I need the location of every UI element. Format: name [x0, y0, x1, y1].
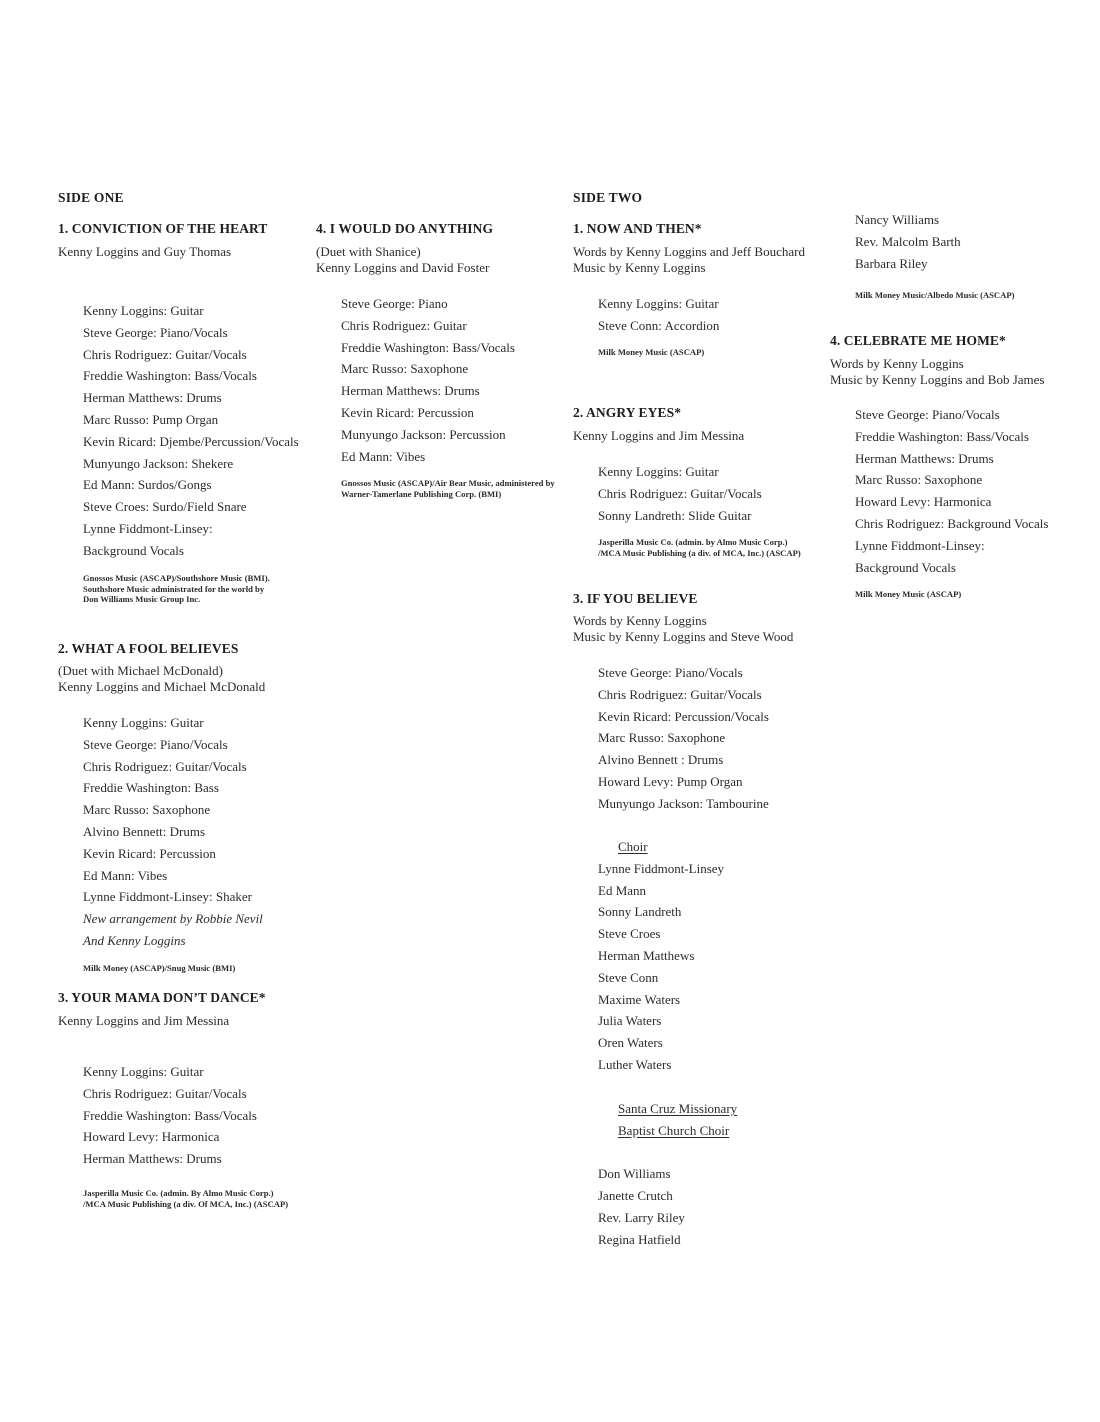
list-item: Howard Levy: Harmonica — [83, 1129, 220, 1145]
publishing-line: Jasperilla Music Co. (admin. By Almo Music Corp.) — [83, 1188, 274, 1198]
list-item: Lynne Fiddmont-Linsey: Shaker — [83, 889, 252, 905]
list-item: Chris Rodriguez: Guitar/Vocals — [83, 758, 247, 774]
list-item: Kenny Loggins: Guitar — [83, 715, 204, 730]
list-item: Marc Russo: Saxophone — [855, 472, 983, 488]
publishing-note — [341, 478, 555, 499]
list-item: Sonny Landreth: Slide Guitar — [598, 507, 752, 523]
list-item: Background Vocals — [855, 559, 956, 575]
track-credit: Words by Kenny Loggins and Jeff Bouchard — [573, 244, 805, 259]
list-item: Chris Rodriguez: Background Vocals — [855, 515, 1049, 531]
list-item: Chris Rodriguez: Guitar — [341, 317, 467, 333]
track-credit: (Duet with Shanice) — [316, 244, 421, 259]
track-title: 4. CELEBRATE ME HOME* — [830, 333, 1006, 348]
track-credit: Music by Kenny Loggins and Bob James — [830, 372, 1045, 387]
choir-list — [598, 836, 724, 1076]
track-title: 3. YOUR MAMA DON’T DANCE* — [58, 990, 266, 1005]
list-item: Rev. Larry Riley — [598, 1209, 685, 1225]
list-item: Kevin Ricard: Percussion — [83, 845, 216, 861]
track-credit: Kenny Loggins and Jim Messina — [573, 428, 745, 443]
list-item: Freddie Washington: Bass/Vocals — [83, 1107, 257, 1123]
list-item: Janette Crutch — [598, 1188, 673, 1204]
publishing-note — [855, 589, 961, 600]
publishing-line: /MCA Music Publishing (a div. Of MCA, Inc.) (ASCAP) — [83, 1198, 289, 1209]
personnel-list — [83, 300, 299, 562]
arrangement-note: New arrangement by Robbie Nevil — [83, 911, 263, 927]
publishing-line: Milk Money Music (ASCAP) — [598, 347, 705, 357]
list-item: Kevin Ricard: Percussion — [341, 404, 474, 420]
personnel-list — [598, 662, 769, 815]
list-item: Kevin Ricard: Percussion/Vocals — [598, 708, 769, 724]
track-credit: (Duet with Michael McDonald) — [58, 663, 223, 678]
list-item: Steve George: Piano/Vocals — [598, 665, 743, 680]
publishing-line: Southshore Music administrated for the world by — [83, 583, 265, 594]
track-credit: Kenny Loggins and David Foster — [316, 260, 490, 275]
side-one-heading: SIDE ONE — [58, 190, 124, 205]
list-item: Don Williams — [598, 1166, 671, 1182]
publishing-note — [598, 347, 704, 358]
publishing-line: Milk Money Music (ASCAP) — [855, 589, 962, 599]
list-item: Kenny Loggins: Guitar — [598, 296, 719, 311]
list-item: Munyungo Jackson: Shekere — [83, 455, 234, 471]
publishing-line: Warner-Tamerlane Publishing Corp. (BMI) — [341, 488, 502, 499]
list-item: Steve George: Piano/Vocals — [855, 407, 1000, 422]
list-item: Kenny Loggins: Guitar — [598, 464, 719, 479]
list-item: Ed Mann: Surdos/Gongs — [83, 477, 212, 493]
list-item: Herman Matthews: Drums — [83, 390, 222, 406]
publishing-line: Milk Money Music/Albedo Music (ASCAP) — [855, 290, 1015, 300]
list-item: Nancy Williams — [855, 212, 940, 227]
personnel-list — [83, 712, 263, 952]
list-item: Steve Conn: Accordion — [598, 317, 720, 333]
list-item: Marc Russo: Saxophone — [341, 361, 469, 377]
list-item: Freddie Washington: Bass/Vocals — [855, 428, 1029, 444]
list-item: Marc Russo: Pump Organ — [83, 411, 219, 427]
arrangement-note: And Kenny Loggins — [83, 932, 186, 948]
list-item: Alvino Bennett : Drums — [598, 752, 724, 768]
choir-heading: Choir — [618, 839, 648, 854]
list-item: Lynne Fiddmont-Linsey: — [83, 520, 213, 536]
publishing-note — [83, 573, 270, 605]
list-item: Chris Rodriguez: Guitar/Vocals — [598, 686, 762, 702]
track-credit: Kenny Loggins and Jim Messina — [58, 1013, 230, 1028]
publishing-line: Don Williams Music Group Inc. — [83, 594, 201, 605]
track-credit: Kenny Loggins and Guy Thomas — [58, 244, 232, 259]
list-item: Regina Hatfield — [598, 1231, 681, 1247]
list-item: Maxime Waters — [598, 991, 681, 1007]
list-item: Chris Rodriguez: Guitar/Vocals — [598, 485, 762, 501]
personnel-list — [598, 461, 762, 526]
list-item: Ed Mann — [598, 882, 647, 898]
publishing-note — [855, 290, 1014, 301]
list-item: Barbara Riley — [855, 255, 928, 271]
publishing-line: Gnossos Music (ASCAP)/Southshore Music (BMI). — [83, 573, 270, 583]
list-item: Herman Matthews: Drums — [83, 1151, 222, 1167]
list-item: Kevin Ricard: Djembe/Percussion/Vocals — [83, 433, 299, 449]
list-item: Oren Waters — [598, 1035, 663, 1051]
list-item: Steve George: Piano — [341, 296, 448, 311]
track-title: 2. WHAT A FOOL BELIEVES — [58, 641, 239, 656]
publishing-note — [83, 963, 235, 974]
publishing-line: Jasperilla Music Co. (admin. by Almo Music Corp.) — [598, 537, 788, 547]
list-item: Rev. Malcolm Barth — [855, 233, 961, 249]
personnel-list — [855, 404, 1048, 578]
list-item: Julia Waters — [598, 1013, 662, 1029]
list-item: Alvino Bennett: Drums — [83, 823, 206, 839]
track-title: 1. CONVICTION OF THE HEART — [58, 221, 268, 236]
list-item: Marc Russo: Saxophone — [83, 802, 211, 818]
track-title: 1. NOW AND THEN* — [573, 221, 702, 236]
list-item: Freddie Washington: Bass/Vocals — [341, 339, 515, 355]
list-item: Steve George: Piano/Vocals — [83, 736, 228, 752]
publishing-note — [83, 1188, 288, 1209]
list-item: Ed Mann: Vibes — [341, 448, 426, 464]
list-item: Steve George: Piano/Vocals — [83, 324, 228, 340]
track-credit: Kenny Loggins and Michael McDonald — [58, 679, 266, 694]
church-choir-heading: Baptist Church Choir — [618, 1122, 730, 1138]
track-title: 3. IF YOU BELIEVE — [573, 591, 698, 606]
list-item: Sonny Landreth — [598, 904, 682, 920]
list-item: Steve Croes — [598, 926, 661, 942]
list-item: Marc Russo: Saxophone — [598, 730, 726, 746]
church-choir-list-continued — [855, 209, 961, 274]
church-choir-list — [598, 1098, 737, 1251]
list-item: Freddie Washington: Bass/Vocals — [83, 368, 257, 384]
track-credit: Words by Kenny Loggins — [830, 356, 964, 371]
list-item: Steve Conn — [598, 969, 659, 985]
list-item: Munyungo Jackson: Percussion — [341, 426, 506, 442]
list-item: Chris Rodriguez: Guitar/Vocals — [83, 346, 247, 362]
list-item: Kenny Loggins: Guitar — [83, 1064, 204, 1079]
track-title: 4. I WOULD DO ANYTHING — [316, 221, 494, 236]
list-item: Background Vocals — [83, 542, 184, 558]
list-item: Steve Croes: Surdo/Field Snare — [83, 499, 247, 515]
side-two-heading: SIDE TWO — [573, 190, 643, 205]
list-item: Herman Matthews: Drums — [855, 450, 994, 466]
list-item: Ed Mann: Vibes — [83, 867, 168, 883]
church-choir-heading: Santa Cruz Missionary — [618, 1101, 738, 1116]
list-item: Lynne Fiddmont-Linsey — [598, 860, 725, 876]
list-item: Freddie Washington: Bass — [83, 780, 219, 796]
list-item: Howard Levy: Pump Organ — [598, 773, 743, 789]
track-credit: Music by Kenny Loggins — [573, 260, 706, 275]
track-title: 2. ANGRY EYES* — [573, 405, 682, 420]
list-item: Howard Levy: Harmonica — [855, 494, 992, 510]
publishing-line: Milk Money (ASCAP)/Snug Music (BMI) — [83, 963, 236, 973]
list-item: Kenny Loggins: Guitar — [83, 303, 204, 318]
publishing-note — [598, 537, 801, 558]
track-credit: Words by Kenny Loggins — [573, 613, 707, 628]
personnel-list — [83, 1061, 257, 1170]
publishing-line: /MCA Music Publishing (a div. of MCA, Inc.) (ASCAP) — [598, 547, 801, 558]
track-credit: Music by Kenny Loggins and Steve Wood — [573, 629, 794, 644]
list-item: Luther Waters — [598, 1056, 672, 1072]
personnel-list — [341, 293, 515, 467]
publishing-line: Gnossos Music (ASCAP)/Air Bear Music, administered by — [341, 478, 555, 488]
list-item: Herman Matthews — [598, 947, 695, 963]
list-item: Chris Rodriguez: Guitar/Vocals — [83, 1085, 247, 1101]
list-item: Lynne Fiddmont-Linsey: — [855, 537, 985, 553]
personnel-list — [598, 293, 719, 337]
list-item: Herman Matthews: Drums — [341, 383, 480, 399]
list-item: Munyungo Jackson: Tambourine — [598, 795, 769, 811]
